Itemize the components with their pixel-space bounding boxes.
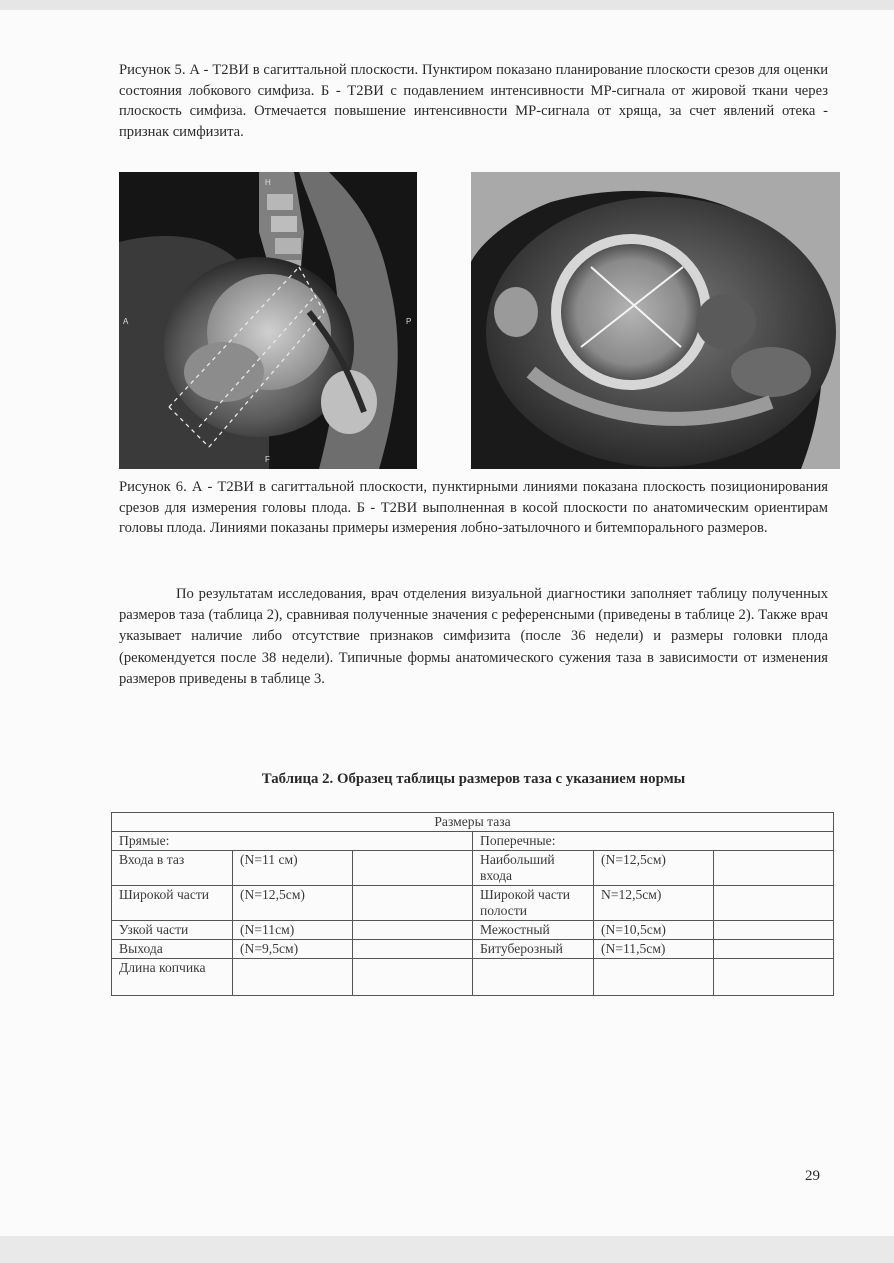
row-label-left: Узкой части [112, 921, 233, 940]
table-group-row [112, 832, 834, 851]
value-cell [714, 851, 834, 886]
norm-right: (N=12,5см) [594, 851, 714, 886]
table-row [112, 959, 834, 996]
value-cell [353, 921, 473, 940]
value-cell [353, 886, 473, 921]
scan-top-edge [0, 0, 894, 10]
label-f: F [265, 455, 270, 464]
table-header: Размеры таза [112, 813, 834, 832]
value-cell [714, 886, 834, 921]
label-p: P [406, 317, 412, 326]
table-row [112, 921, 834, 940]
table-row [112, 886, 834, 921]
label-h: H [265, 178, 271, 187]
mri-fetal-head-image [471, 172, 840, 469]
value-cell [353, 851, 473, 886]
norm-left [233, 959, 353, 996]
row-label-left: Длина копчика [112, 959, 233, 996]
row-label-right: Битуберозный [473, 940, 594, 959]
value-cell [714, 921, 834, 940]
row-label-left: Входа в таз [112, 851, 233, 886]
page-number: 29 [805, 1168, 820, 1184]
norm-right: (N=11,5см) [594, 940, 714, 959]
body-paragraph: По результатам исследования, врач отделения визуальной диагностики заполняет таблицу полученных размеров таза (таблица 2), сравнивая полученные значения с референсными (приведены в таблице 2). Также врач указывает наличие либо отсутствие признаков симфизита (после 36 недели) и размеры головки плода (рекомендуется после 38 недели). Типичные формы анатомического сужения таза в зависимости от изменения размеров приведены в таблице 3. [119, 586, 828, 687]
value-cell [353, 940, 473, 959]
group-direct: Прямые: [112, 832, 473, 851]
pelvis-size-table [111, 812, 834, 996]
table-header-row [112, 813, 834, 832]
table-row [112, 851, 834, 886]
row-label-right [473, 959, 594, 996]
norm-right: N=12,5см) [594, 886, 714, 921]
mri-sagittal-image [119, 172, 417, 469]
row-label-left: Выхода [112, 940, 233, 959]
row-label-right: Наибольший входа [473, 851, 594, 886]
norm-right: (N=10,5см) [594, 921, 714, 940]
row-label-left: Широкой части [112, 886, 233, 921]
scan-bottom-edge [0, 1236, 894, 1263]
value-cell [714, 959, 834, 996]
norm-right [594, 959, 714, 996]
figure5-caption: Рисунок 5. А - Т2ВИ в сагиттальной плоскости. Пунктиром показано планирование плоскости срезов для оценки состояния лобкового симфиза. Б - Т2ВИ с подавлением интенсивности МР-сигнала от жировой ткани через плоскость симфиза. Отмечается повышение интенсивности МР-сигнала от хряща, за счет явлений отека - признак симфизита. [119, 62, 828, 140]
norm-left: (N=11 см) [233, 851, 353, 886]
value-cell [714, 940, 834, 959]
label-a: A [123, 317, 129, 326]
table-row [112, 940, 834, 959]
norm-left: (N=12,5см) [233, 886, 353, 921]
table-title: Таблица 2. Образец таблицы размеров таза с указанием нормы [261, 771, 686, 787]
norm-left: (N=11см) [233, 921, 353, 940]
group-transverse: Поперечные: [473, 832, 834, 851]
figure6-caption: Рисунок 6. А - Т2ВИ в сагиттальной плоскости, пунктирными линиями показана плоскость позиционирования срезов для измерения головы плода. Б - Т2ВИ выполненная в косой плоскости по анатомическим ориентирам головы плода. Линиями показаны примеры измерения лобно-затылочного и битемпорального размеров. [119, 479, 828, 536]
value-cell [353, 959, 473, 996]
row-label-right: Широкой части полости [473, 886, 594, 921]
row-label-right: Межостный [473, 921, 594, 940]
norm-left: (N=9,5см) [233, 940, 353, 959]
